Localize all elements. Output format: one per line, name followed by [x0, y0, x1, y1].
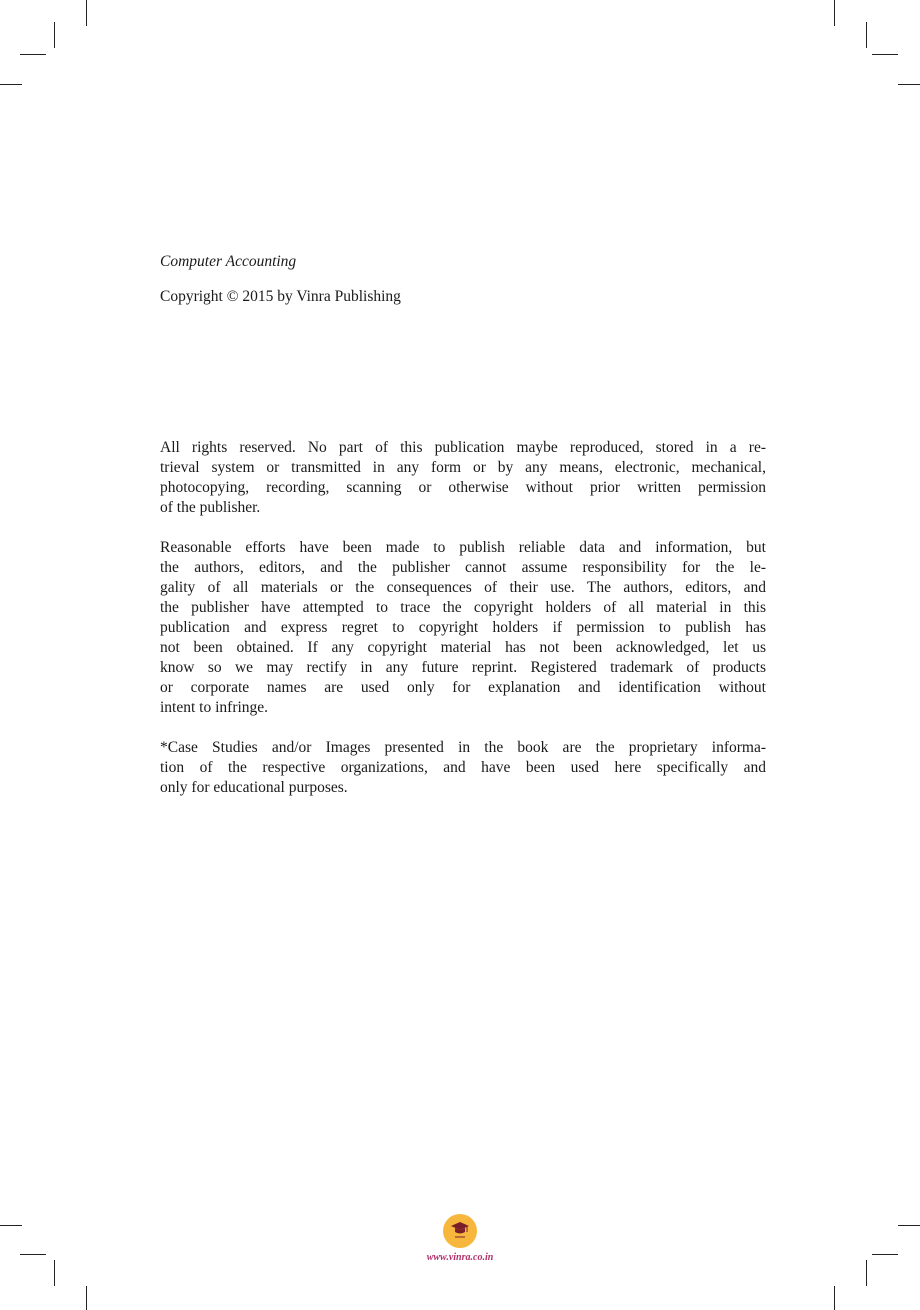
crop-mark	[54, 1260, 55, 1286]
text-line: tion of the respective organizations, and have been used here specifically and	[160, 759, 766, 776]
crop-mark	[54, 22, 55, 48]
text-line: or corporate names are used only for explanation and identification without	[160, 679, 766, 696]
crop-mark	[866, 1260, 867, 1286]
text-line: the publisher have attempted to trace the copyright holders of all material in this	[160, 599, 766, 616]
text-line: know so we may rectify in any future reprint. Registered trademark of products	[160, 659, 766, 676]
text-line: publication and express regret to copyright holders if permission to publish has	[160, 619, 766, 636]
text-line: of the publisher.	[160, 499, 261, 516]
crop-mark	[834, 0, 835, 26]
crop-mark	[834, 1286, 835, 1310]
text-line: not been obtained. If any copyright material has not been acknowledged, let us	[160, 639, 766, 656]
crop-mark	[898, 84, 920, 85]
crop-mark	[0, 1225, 22, 1226]
text-line: trieval system or transmitted in any form or by any means, electronic, mechanical,	[160, 459, 766, 476]
text-line: photocopying, recording, scanning or otherwise without prior written permission	[160, 479, 766, 496]
book-title: Computer Accounting	[160, 253, 297, 270]
publisher-url[interactable]: www.vinra.co.in	[426, 1252, 494, 1263]
text-line: *Case Studies and/or Images presented in the book are the proprietary informa-	[160, 739, 766, 756]
copyright-line: Copyright © 2015 by Vinra Publishing	[160, 288, 401, 305]
crop-mark	[0, 84, 22, 85]
text-line: All rights reserved. No part of this publication maybe reproduced, stored in a re-	[160, 439, 766, 456]
crop-mark	[866, 22, 867, 48]
publisher-logo	[443, 1214, 477, 1248]
crop-mark	[20, 54, 46, 55]
text-line: gality of all materials or the consequences of their use. The authors, editors, and	[160, 579, 766, 596]
graduation-cap-icon	[450, 1220, 470, 1240]
rights-paragraph	[160, 438, 766, 518]
crop-mark	[86, 0, 87, 26]
text-line: the authors, editors, and the publisher cannot assume responsibility for the le-	[160, 559, 766, 576]
text-line: Reasonable efforts have been made to publish reliable data and information, but	[160, 539, 766, 556]
case-studies-paragraph	[160, 738, 766, 798]
crop-mark	[86, 1286, 87, 1310]
crop-mark	[872, 54, 898, 55]
text-line: intent to infringe.	[160, 699, 269, 716]
text-line: only for educational purposes.	[160, 779, 348, 796]
disclaimer-paragraph	[160, 538, 766, 718]
crop-mark	[898, 1225, 920, 1226]
